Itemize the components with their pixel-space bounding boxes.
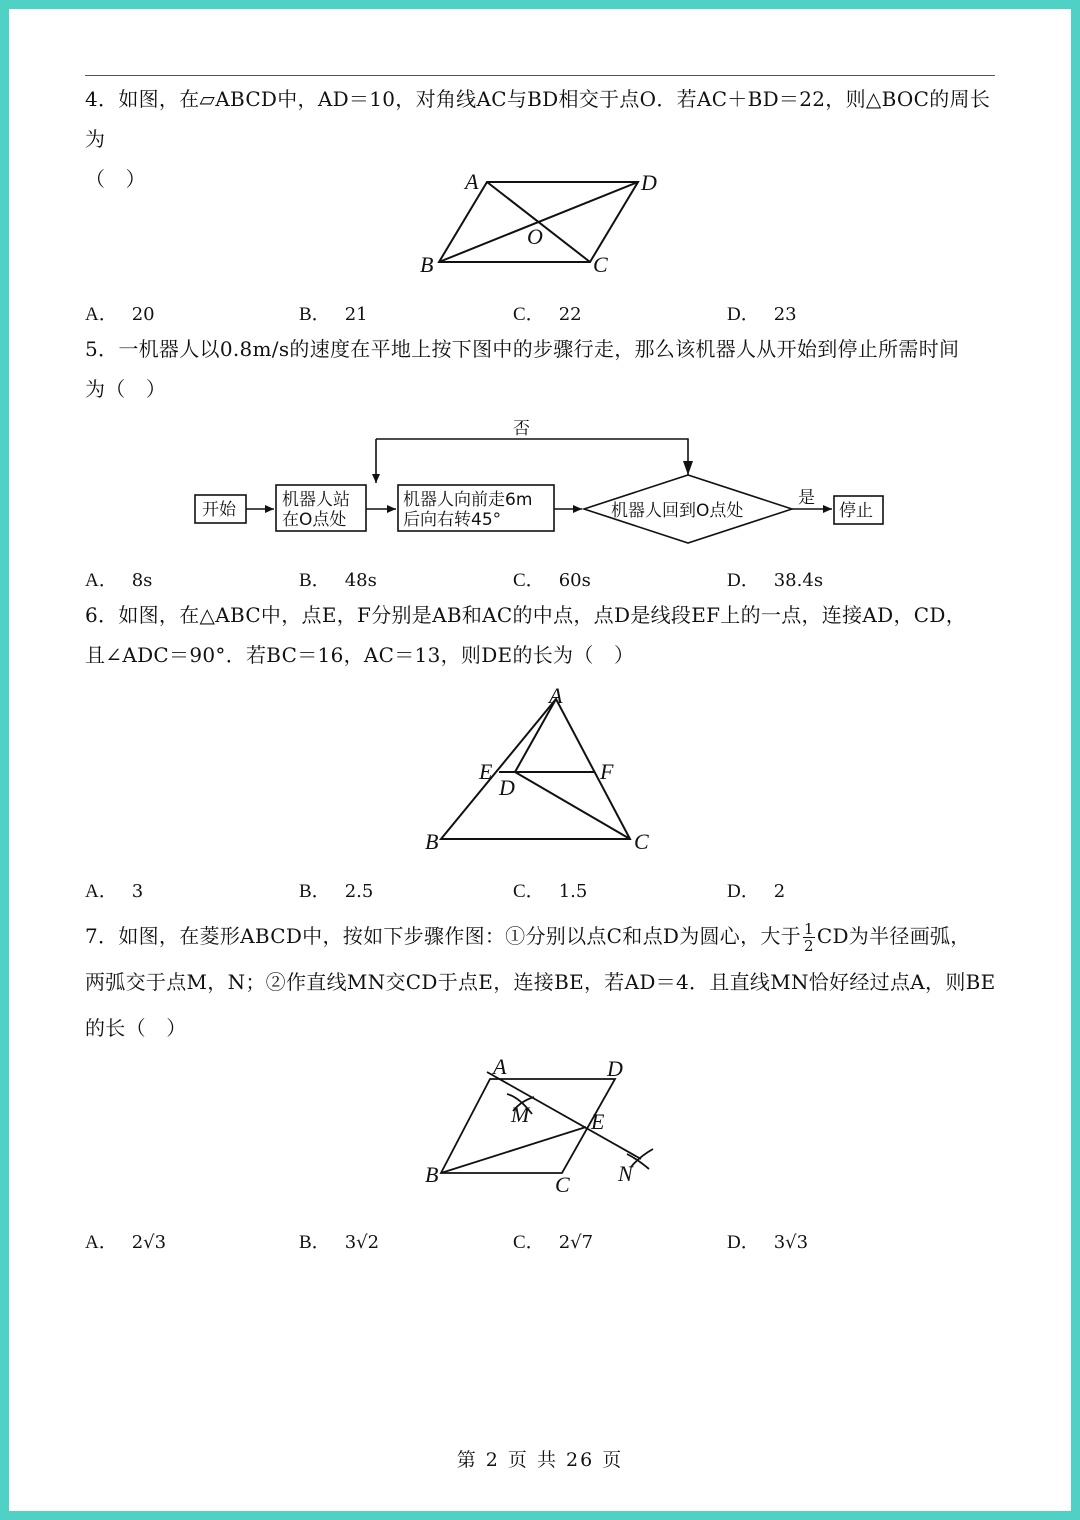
q4-option-a[interactable]: A． 20 bbox=[85, 304, 155, 325]
q7-options bbox=[85, 1227, 985, 1257]
q4-option-d[interactable]: D． 23 bbox=[727, 304, 797, 325]
flow-stand-label-2: 在O点处 bbox=[282, 510, 347, 530]
flow-start-label: 开始 bbox=[202, 500, 236, 520]
q6-line1: 6．如图，在△ABC中，点E，F分别是AB和AC的中点，点D是线段EF上的一点，连接AD，CD， bbox=[85, 603, 967, 627]
q6-label-c: C bbox=[634, 829, 649, 854]
q6-line2: 且∠ADC＝90°．若BC＝16，AC＝13，则DE的长为（ ） bbox=[85, 643, 635, 667]
q7-label-a: A bbox=[493, 1054, 507, 1079]
q7-fraction-half: $\frac{1}{2}$ bbox=[804, 920, 814, 955]
q4-option-b[interactable]: B． 21 bbox=[299, 304, 368, 325]
flow-no-label: 否 bbox=[513, 419, 530, 439]
q7-label-n: N bbox=[618, 1161, 633, 1186]
q7-label-c: C bbox=[555, 1172, 570, 1197]
page-footer: 第 2 页 共 26 页 bbox=[456, 1449, 624, 1471]
q7-option-b[interactable]: B． 3√2 bbox=[299, 1232, 380, 1253]
q5-line2: 为（ ） bbox=[85, 377, 167, 401]
flow-move-label-2: 后向右转45° bbox=[403, 510, 502, 530]
q6-option-a[interactable]: A． 3 bbox=[85, 881, 144, 902]
q7-label-e: E bbox=[591, 1109, 605, 1134]
q7-option-c[interactable]: C． 2√7 bbox=[513, 1232, 594, 1253]
q5-option-c[interactable]: C． 60s bbox=[513, 570, 591, 591]
flow-yes-label: 是 bbox=[798, 488, 815, 508]
q7-label-b: B bbox=[425, 1162, 439, 1187]
q7-label-d: D bbox=[607, 1056, 623, 1081]
q7-option-d[interactable]: D． 3√3 bbox=[727, 1232, 809, 1253]
q4-label-a: A bbox=[465, 169, 479, 194]
flow-stop-label: 停止 bbox=[839, 501, 873, 521]
q4-line1: 4．如图，在▱ABCD中，AD＝10，对角线AC与BD相交于点O．若AC＋BD＝22，则△BOC的周长为 bbox=[85, 87, 991, 151]
q6-option-d[interactable]: D． 2 bbox=[727, 881, 786, 902]
q4-label-o: O bbox=[527, 224, 543, 249]
q6-option-c[interactable]: C． 1.5 bbox=[513, 881, 588, 902]
q6-label-f: F bbox=[600, 759, 614, 784]
q6-label-e: E bbox=[479, 759, 493, 784]
flow-check-label: 机器人回到O点处 bbox=[611, 501, 744, 521]
q6-option-b[interactable]: B． 2.5 bbox=[299, 881, 374, 902]
q5-line1: 5．一机器人以0.8m/s的速度在平地上按下图中的步骤行走，那么该机器人从开始到停止所需时间 bbox=[85, 337, 960, 361]
q7-line3: 的长（ ） bbox=[85, 1016, 187, 1040]
q7-rhombus-figure bbox=[9, 9, 1071, 1511]
q4-label-c: C bbox=[593, 252, 608, 277]
q4-label-b: B bbox=[420, 252, 434, 277]
q6-label-b: B bbox=[425, 829, 439, 854]
q5-option-d[interactable]: D． 38.4s bbox=[727, 570, 824, 591]
q7-option-a[interactable]: A． 2√3 bbox=[85, 1232, 167, 1253]
q4-line2: （ ） bbox=[85, 167, 146, 191]
exam-page bbox=[9, 9, 1071, 1511]
flow-stand-label-1: 机器人站 bbox=[282, 490, 350, 510]
q4-label-d: D bbox=[641, 170, 657, 195]
q4-option-c[interactable]: C． 22 bbox=[513, 304, 582, 325]
flow-move-label-1: 机器人向前走6m bbox=[403, 490, 533, 510]
q7-label-m: M bbox=[511, 1102, 530, 1127]
q7-line2: 两弧交于点M，N；②作直线MN交CD于点E，连接BE，若AD＝4．且直线MN恰好经过点A，则BE bbox=[85, 970, 996, 994]
q7-segment-be bbox=[441, 1127, 586, 1173]
q7-line1: 7．如图，在菱形ABCD中，按如下步骤作图：①分别以点C和点D为圆心，大于 $\frac{1}{2}$ CD为半径画弧， bbox=[85, 920, 971, 955]
q6-label-d: D bbox=[499, 775, 515, 800]
q5-option-b[interactable]: B． 48s bbox=[299, 570, 377, 591]
q6-label-a: A bbox=[549, 683, 563, 708]
q5-option-a[interactable]: A． 8s bbox=[85, 570, 153, 591]
